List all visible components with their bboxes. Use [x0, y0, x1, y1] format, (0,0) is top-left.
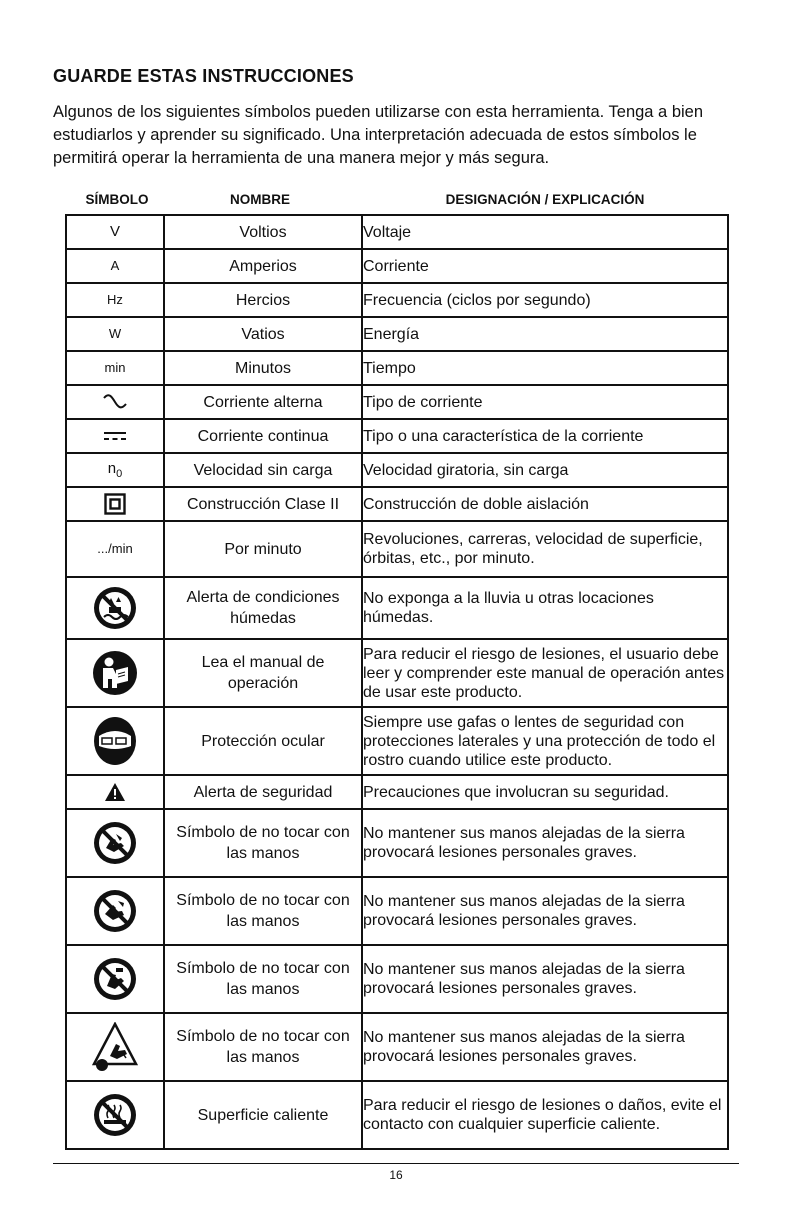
table-row	[66, 1081, 728, 1149]
symbol-cell	[66, 577, 164, 639]
alternating-current-icon	[101, 393, 129, 411]
symbol-cell	[66, 809, 164, 877]
table-row	[66, 809, 728, 877]
symbol-cell	[66, 317, 164, 351]
symbol-text: V	[109, 223, 120, 240]
table-row	[66, 351, 728, 385]
name-cell: Minutos	[164, 351, 362, 385]
symbol-text: $n_0$	[107, 460, 123, 480]
name-cell: Por minuto	[164, 521, 362, 577]
symbol-text: Hz	[107, 292, 123, 307]
symbol-cell	[66, 453, 164, 487]
table-row	[66, 1013, 728, 1081]
name-cell: Lea el manual de operación	[164, 639, 362, 707]
name-cell: Protección ocular	[164, 707, 362, 775]
symbol-text: W	[108, 326, 122, 341]
symbol-cell	[66, 385, 164, 419]
table-row	[66, 249, 728, 283]
name-cell: Superficie caliente	[164, 1081, 362, 1149]
read-manual-icon	[92, 650, 138, 696]
name-cell: Alerta de condiciones húmedas	[164, 577, 362, 639]
symbol-cell	[66, 707, 164, 775]
page-number: 16	[389, 1168, 403, 1182]
name-cell: Construcción Clase II	[164, 487, 362, 521]
description-cell: Construcción de doble aislación	[362, 487, 728, 521]
symbol-cell	[66, 487, 164, 521]
name-cell: Hercios	[164, 283, 362, 317]
description-cell: Velocidad giratoria, sin carga	[362, 453, 728, 487]
name-cell: Amperios	[164, 249, 362, 283]
symbol-cell	[66, 249, 164, 283]
symbol-cell	[66, 1013, 164, 1081]
description-cell: Energía	[362, 317, 728, 351]
table-row	[66, 945, 728, 1013]
description-cell: Tiempo	[362, 351, 728, 385]
table-row	[66, 317, 728, 351]
name-cell: Corriente continua	[164, 419, 362, 453]
symbols-table	[65, 214, 729, 1150]
hot-surface-icon	[92, 1092, 138, 1138]
symbol-cell	[66, 521, 164, 577]
description-cell: Tipo de corriente	[362, 385, 728, 419]
eye-protection-icon	[92, 716, 138, 766]
direct-current-icon	[101, 429, 129, 443]
table-row	[66, 385, 728, 419]
symbol-text: A	[110, 258, 120, 273]
class-ii-construction-icon	[104, 493, 126, 515]
footer-divider	[53, 1163, 739, 1164]
table-row	[66, 453, 728, 487]
page-heading: GUARDE ESTAS INSTRUCCIONES	[53, 66, 354, 86]
description-cell: Voltaje	[362, 215, 728, 249]
no-hands-icon	[92, 888, 138, 934]
table-row	[66, 775, 728, 809]
table-row	[66, 215, 728, 249]
no-hands-icon	[92, 956, 138, 1002]
name-cell: Símbolo de no tocar con las manos	[164, 877, 362, 945]
table-row	[66, 521, 728, 577]
symbol-text: .../min	[97, 541, 133, 556]
description-cell: Tipo o una característica de la corriente	[362, 419, 728, 453]
column-header-description: DESIGNACIÓN / EXPLICACIÓN	[445, 192, 645, 207]
symbol-cell	[66, 351, 164, 385]
symbol-cell	[66, 945, 164, 1013]
symbol-cell	[66, 877, 164, 945]
description-cell: No mantener sus manos alejadas de la sierra provocará lesiones personales graves.	[362, 1013, 728, 1081]
description-cell: Frecuencia (ciclos por segundo)	[362, 283, 728, 317]
symbol-text: min	[104, 360, 126, 375]
table-row	[66, 877, 728, 945]
description-cell: No mantener sus manos alejadas de la sierra provocará lesiones personales graves.	[362, 877, 728, 945]
description-cell: No mantener sus manos alejadas de la sierra provocará lesiones personales graves.	[362, 945, 728, 1013]
symbol-cell	[66, 639, 164, 707]
table-row	[66, 419, 728, 453]
description-cell: Siempre use gafas o lentes de seguridad con protecciones laterales y una protección de todo el rostro cuando utilice este producto.	[362, 707, 728, 775]
no-hands-icon	[92, 820, 138, 866]
table-row	[66, 707, 728, 775]
symbol-cell	[66, 1081, 164, 1149]
column-header-name: NOMBRE	[230, 192, 290, 207]
description-cell: No mantener sus manos alejadas de la sierra provocará lesiones personales graves.	[362, 809, 728, 877]
symbol-cell	[66, 775, 164, 809]
table-row	[66, 577, 728, 639]
name-cell: Velocidad sin carga	[164, 453, 362, 487]
column-header-symbol: SÍMBOLO	[85, 192, 149, 207]
name-cell: Símbolo de no tocar con las manos	[164, 809, 362, 877]
name-cell: Corriente alterna	[164, 385, 362, 419]
description-cell: Revoluciones, carreras, velocidad de superficie, órbitas, etc., por minuto.	[362, 521, 728, 577]
table-row	[66, 639, 728, 707]
symbol-cell	[66, 419, 164, 453]
blade-hazard-warning-icon	[92, 1022, 138, 1072]
intro-paragraph: Algunos de los siguientes símbolos pueden utilizarse con esta herramienta. Tenga a bien estudiarlos y aprender su significado. Una interpretación adecuada de estos símbolos le permitirá operar la herramienta de una manera mejor y más segura.	[53, 103, 704, 167]
wet-conditions-alert-icon	[92, 585, 138, 631]
symbol-cell	[66, 215, 164, 249]
name-cell: Voltios	[164, 215, 362, 249]
description-cell: Corriente	[362, 249, 728, 283]
table-row	[66, 487, 728, 521]
description-cell: Para reducir el riesgo de lesiones o daños, evite el contacto con cualquier superficie caliente.	[362, 1081, 728, 1149]
description-cell: Para reducir el riesgo de lesiones, el usuario debe leer y comprender este manual de operación antes de usar este producto.	[362, 639, 728, 707]
name-cell: Símbolo de no tocar con las manos	[164, 945, 362, 1013]
name-cell: Alerta de seguridad	[164, 775, 362, 809]
safety-alert-icon	[104, 782, 126, 802]
symbol-cell	[66, 283, 164, 317]
name-cell: Vatios	[164, 317, 362, 351]
description-cell: Precauciones que involucran su seguridad.	[362, 775, 728, 809]
table-row	[66, 283, 728, 317]
description-cell: No exponga a la lluvia u otras locaciones húmedas.	[362, 577, 728, 639]
name-cell: Símbolo de no tocar con las manos	[164, 1013, 362, 1081]
